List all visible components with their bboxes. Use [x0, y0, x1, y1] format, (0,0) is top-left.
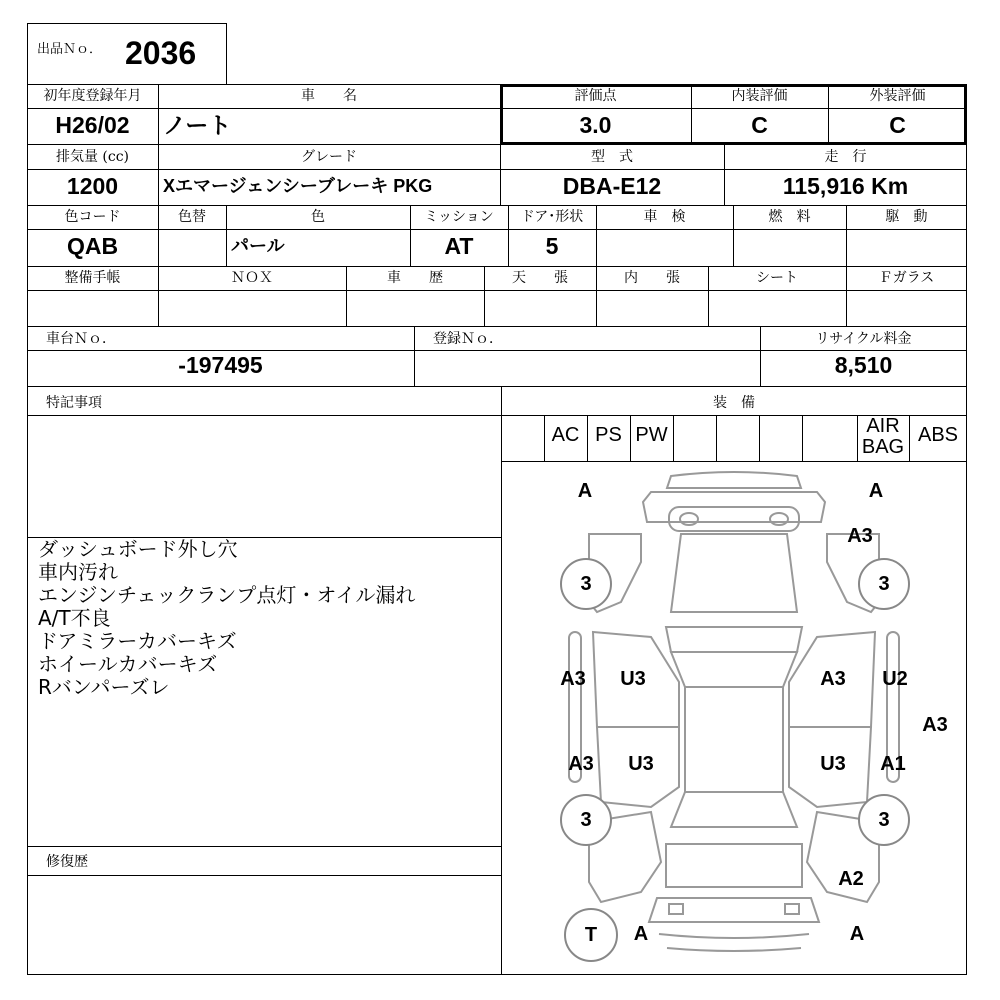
glass-label: Ｆガラス: [878, 270, 935, 286]
repair-history-label: 修復歴: [46, 854, 88, 870]
tire-front-left: 3: [560, 558, 612, 610]
score-value: 3.0: [579, 112, 612, 138]
note-line: 車内汚れ: [38, 560, 118, 584]
equipment-label: 装 備: [713, 395, 755, 411]
car-damage-diagram: [501, 462, 967, 975]
color-code-value: QAB: [66, 233, 119, 259]
model-value: DBA-E12: [562, 173, 662, 199]
interior-grade-label: 内装評価: [731, 88, 788, 104]
first-registration-value: H26/02: [55, 112, 130, 138]
chassis-label: 車台Ｎｏ．: [46, 331, 116, 347]
car-name-value: ノート: [163, 112, 232, 138]
score-label: 評価点: [574, 88, 617, 104]
equipment-abs: ABS: [917, 424, 959, 446]
damage-mark-right-side: A3: [922, 714, 948, 736]
fuel-label: 燃 料: [768, 209, 811, 225]
registration-label: 登録Ｎｏ．: [433, 331, 503, 347]
note-line: Rバンパーズレ: [38, 675, 170, 699]
damage-mark-front-right: A: [868, 480, 884, 502]
door-value: 5: [545, 233, 559, 259]
damage-mark-rear-right: A2: [838, 868, 864, 890]
model-label: 型 式: [591, 149, 633, 165]
first-registration-label: 初年度登録年月: [43, 88, 142, 104]
car-name-label: 車 名: [301, 88, 357, 104]
sunroof-label: 天 張: [512, 270, 568, 286]
note-line: ホイールカバーキズ: [38, 652, 218, 676]
damage-mark-hood-right: A3: [847, 525, 873, 547]
mileage-value: 115,916 Km: [782, 173, 909, 199]
equipment-ac: AC: [551, 424, 580, 446]
tire-rear-right: 3: [858, 794, 910, 846]
tire-rear-left: 3: [560, 794, 612, 846]
mileage-label: 走 行: [824, 149, 867, 165]
lot-number-value: 2036: [125, 35, 197, 71]
inspection-label: 車 検: [643, 209, 686, 225]
exterior-grade-value: C: [889, 112, 906, 138]
color-label: 色: [311, 209, 325, 225]
note-line: A/T不良: [38, 606, 111, 630]
spare-tire: T: [564, 908, 618, 962]
remarks-notes: [38, 538, 415, 699]
equipment-airbag: AIR BAG: [861, 415, 905, 458]
exterior-grade-label: 外装評価: [869, 88, 926, 104]
damage-mark-rear-bumper-left: A: [633, 923, 649, 945]
service-book-label: 整備手帳: [64, 270, 121, 286]
interior-trim-label: 内 張: [624, 270, 680, 286]
transmission-label: ミッション: [424, 209, 494, 225]
recycle-fee-label: リサイクル料金: [815, 331, 912, 347]
displacement-label: 排気量 (cc): [55, 149, 130, 165]
damage-mark-front-left: A: [577, 480, 593, 502]
damage-mark-left-rear-edge: A3: [568, 753, 594, 775]
transmission-value: AT: [444, 233, 474, 259]
drive-label: 駆 動: [885, 209, 928, 225]
note-line: ドアミラーカバーキズ: [38, 629, 237, 653]
note-line: ダッシュボード外し穴: [38, 537, 238, 561]
color-value: パール: [231, 236, 285, 256]
history-label: 車 歴: [387, 270, 443, 286]
recycle-fee-value: 8,510: [834, 352, 893, 378]
damage-mark-right-rear-door: U3: [820, 753, 846, 775]
damage-mark-left-front-door: U3: [620, 668, 646, 690]
grade-label: グレード: [301, 149, 357, 165]
remarks-label: 特記事項: [46, 395, 102, 411]
grade-value: Xエマージェンシーブレーキ PKG: [163, 176, 433, 196]
lot-number-label: 出品Ｎｏ．: [37, 42, 103, 57]
color-code-label: 色コード: [64, 209, 121, 225]
damage-mark-right-rear-edge: A1: [880, 753, 906, 775]
displacement-value: 1200: [66, 173, 119, 199]
color-change-label: 色替: [178, 209, 206, 225]
note-line: エンジンチェックランプ点灯・オイル漏れ: [38, 583, 416, 607]
seat-label: シート: [756, 270, 798, 286]
damage-mark-right-front-edge: U2: [882, 668, 908, 690]
door-label: ドア･形状: [520, 209, 584, 225]
damage-mark-rear-bumper-right: A: [849, 923, 865, 945]
nox-label: ＮＯＸ: [231, 270, 273, 286]
damage-mark-left-rear-door: U3: [628, 753, 654, 775]
chassis-value: -197495: [178, 352, 263, 378]
tire-front-right: 3: [858, 558, 910, 610]
damage-mark-right-front-door: A3: [820, 668, 846, 690]
damage-mark-left-front-edge: A3: [560, 668, 586, 690]
equipment-pw: PW: [635, 424, 668, 446]
interior-grade-value: C: [751, 112, 768, 138]
equipment-ps: PS: [595, 424, 622, 446]
